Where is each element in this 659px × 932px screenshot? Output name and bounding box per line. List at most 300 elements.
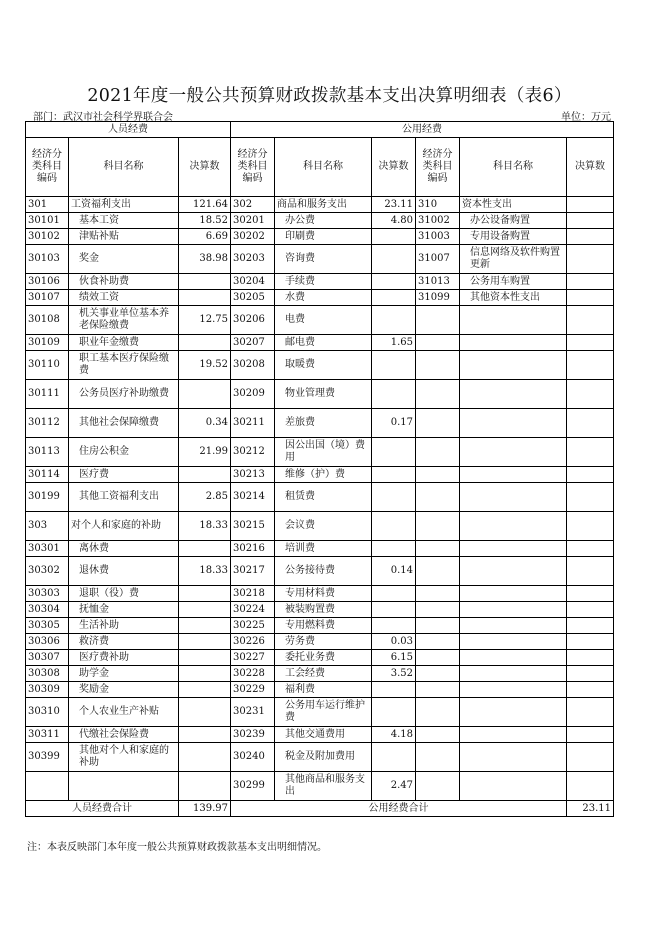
personnel-code-cell: 30114	[26, 467, 69, 483]
public-total-amount: 23.11	[567, 801, 614, 817]
capital-amount-cell	[567, 557, 614, 586]
public-code-cell: 30239	[231, 727, 275, 743]
capital-amount-cell	[567, 351, 614, 380]
public-code-cell: 30215	[231, 512, 275, 541]
public-code-cell: 30214	[231, 483, 275, 512]
capital-amount-cell	[567, 698, 614, 727]
personnel-amount-cell	[179, 634, 231, 650]
expenditure-table	[25, 121, 614, 817]
personnel-amount-cell	[179, 586, 231, 602]
public-name-cell: 工会经费	[275, 666, 372, 682]
personnel-section-header: 人员经费	[26, 122, 231, 138]
capital-amount-cell	[567, 772, 614, 801]
table-row	[26, 438, 614, 467]
capital-code-cell	[416, 409, 460, 438]
personnel-amount-cell	[179, 618, 231, 634]
public-amount-cell	[372, 586, 416, 602]
table-row	[26, 351, 614, 380]
capital-name-cell: 资本性支出	[460, 197, 567, 213]
public-amount-cell	[372, 380, 416, 409]
public-name-cell: 水费	[275, 290, 372, 306]
public-amount-cell	[372, 245, 416, 274]
public-code-cell: 30229	[231, 682, 275, 698]
personnel-name-cell: 离休费	[69, 541, 179, 557]
personnel-name-cell: 生活补助	[69, 618, 179, 634]
personnel-amount-cell: 21.99	[179, 438, 231, 467]
capital-amount-cell	[567, 409, 614, 438]
personnel-name-cell: 抚恤金	[69, 602, 179, 618]
public-name-cell: 公务接待费	[275, 557, 372, 586]
personnel-total-amount: 139.97	[179, 801, 231, 817]
public-code-cell: 30204	[231, 274, 275, 290]
personnel-name-cell: 职业年金缴费	[69, 335, 179, 351]
personnel-name-cell: 医疗费补助	[69, 650, 179, 666]
capital-name-cell	[460, 772, 567, 801]
capital-name-cell	[460, 335, 567, 351]
capital-amount-cell	[567, 229, 614, 245]
capital-code-cell	[416, 483, 460, 512]
capital-amount-cell	[567, 290, 614, 306]
capital-name-cell	[460, 351, 567, 380]
capital-name-cell	[460, 618, 567, 634]
capital-amount-cell	[567, 727, 614, 743]
personnel-code-cell: 30399	[26, 743, 69, 772]
capital-code-cell	[416, 682, 460, 698]
table-row	[26, 698, 614, 727]
capital-name-cell	[460, 557, 567, 586]
personnel-code-cell: 30106	[26, 274, 69, 290]
public-code-cell: 30227	[231, 650, 275, 666]
personnel-amount-cell	[179, 682, 231, 698]
public-code-cell: 30207	[231, 335, 275, 351]
capital-amount-cell	[567, 743, 614, 772]
public-name-cell: 取暖费	[275, 351, 372, 380]
personnel-total-label: 人员经费合计	[26, 801, 179, 817]
personnel-code-cell: 30101	[26, 213, 69, 229]
personnel-name-cell: 救济费	[69, 634, 179, 650]
table-row	[26, 650, 614, 666]
personnel-name-cell: 津贴补贴	[69, 229, 179, 245]
capital-amount-cell	[567, 306, 614, 335]
table-row	[26, 512, 614, 541]
table-row	[26, 306, 614, 335]
public-name-cell: 专用材料费	[275, 586, 372, 602]
public-amount-cell: 2.47	[372, 772, 416, 801]
capital-code-cell	[416, 634, 460, 650]
public-code-cell: 30208	[231, 351, 275, 380]
public-name-cell: 印刷费	[275, 229, 372, 245]
department-label: 部门：武汉市社会科学界联合会	[33, 112, 173, 123]
personnel-amount-cell: 6.69	[179, 229, 231, 245]
col-code-header: 经济分类科目编码	[26, 138, 69, 197]
col-amount-header: 决算数	[567, 138, 614, 197]
capital-name-cell	[460, 650, 567, 666]
personnel-amount-cell	[179, 380, 231, 409]
capital-code-cell: 31013	[416, 274, 460, 290]
col-name-header: 科目名称	[460, 138, 567, 197]
capital-code-cell	[416, 335, 460, 351]
personnel-amount-cell	[179, 698, 231, 727]
table-row	[26, 274, 614, 290]
capital-code-cell	[416, 380, 460, 409]
table-row	[26, 197, 614, 213]
public-code-cell: 302	[231, 197, 275, 213]
col-amount-header: 决算数	[372, 138, 416, 197]
table-row	[26, 666, 614, 682]
capital-amount-cell	[567, 541, 614, 557]
capital-amount-cell	[567, 274, 614, 290]
public-amount-cell	[372, 351, 416, 380]
table-row	[26, 602, 614, 618]
page-title: 2021年度一般公共预算财政拨款基本支出决算明细表（表6）	[87, 86, 572, 106]
col-amount-header: 决算数	[179, 138, 231, 197]
public-amount-cell	[372, 229, 416, 245]
personnel-code-cell: 30110	[26, 351, 69, 380]
personnel-name-cell: 其他对个人和家庭的补助	[69, 743, 179, 772]
personnel-name-cell: 住房公积金	[69, 438, 179, 467]
public-code-cell: 30231	[231, 698, 275, 727]
capital-code-cell: 31002	[416, 213, 460, 229]
capital-amount-cell	[567, 650, 614, 666]
capital-code-cell	[416, 666, 460, 682]
personnel-amount-cell: 18.33	[179, 557, 231, 586]
capital-name-cell	[460, 602, 567, 618]
table-row	[26, 213, 614, 229]
personnel-amount-cell: 121.64	[179, 197, 231, 213]
public-name-cell: 差旅费	[275, 409, 372, 438]
public-name-cell: 维修（护）费	[275, 467, 372, 483]
table-row	[26, 682, 614, 698]
public-code-cell: 30224	[231, 602, 275, 618]
public-amount-cell	[372, 512, 416, 541]
personnel-name-cell: 奖金	[69, 245, 179, 274]
public-code-cell: 30299	[231, 772, 275, 801]
public-amount-cell	[372, 306, 416, 335]
personnel-code-cell: 30107	[26, 290, 69, 306]
public-name-cell: 公务用车运行维护费	[275, 698, 372, 727]
public-amount-cell	[372, 438, 416, 467]
capital-code-cell	[416, 467, 460, 483]
public-code-cell: 30225	[231, 618, 275, 634]
public-name-cell: 培训费	[275, 541, 372, 557]
capital-name-cell	[460, 634, 567, 650]
capital-code-cell	[416, 586, 460, 602]
table-row	[26, 409, 614, 438]
public-amount-cell	[372, 618, 416, 634]
public-code-cell: 30201	[231, 213, 275, 229]
public-amount-cell	[372, 682, 416, 698]
public-name-cell: 劳务费	[275, 634, 372, 650]
personnel-code-cell: 30108	[26, 306, 69, 335]
public-amount-cell	[372, 698, 416, 727]
public-name-cell: 会议费	[275, 512, 372, 541]
personnel-name-cell: 代缴社会保险费	[69, 727, 179, 743]
table-row	[26, 557, 614, 586]
public-name-cell: 专用燃料费	[275, 618, 372, 634]
capital-amount-cell	[567, 380, 614, 409]
public-name-cell: 租赁费	[275, 483, 372, 512]
personnel-code-cell: 30112	[26, 409, 69, 438]
public-name-cell: 物业管理费	[275, 380, 372, 409]
public-amount-cell	[372, 541, 416, 557]
personnel-name-cell: 对个人和家庭的补助	[69, 512, 179, 541]
capital-name-cell	[460, 682, 567, 698]
public-amount-cell	[372, 743, 416, 772]
capital-name-cell: 其他资本性支出	[460, 290, 567, 306]
personnel-name-cell	[69, 772, 179, 801]
personnel-amount-cell	[179, 650, 231, 666]
personnel-name-cell: 基本工资	[69, 213, 179, 229]
personnel-code-cell: 30306	[26, 634, 69, 650]
table-row	[26, 586, 614, 602]
capital-code-cell	[416, 512, 460, 541]
capital-amount-cell	[567, 586, 614, 602]
capital-amount-cell	[567, 618, 614, 634]
personnel-code-cell: 30311	[26, 727, 69, 743]
personnel-name-cell: 绩效工资	[69, 290, 179, 306]
table-row	[26, 229, 614, 245]
personnel-amount-cell	[179, 727, 231, 743]
public-section-header: 公用经费	[231, 122, 614, 138]
col-name-header: 科目名称	[69, 138, 179, 197]
personnel-amount-cell: 0.34	[179, 409, 231, 438]
personnel-name-cell: 机关事业单位基本养老保险缴费	[69, 306, 179, 335]
personnel-amount-cell	[179, 274, 231, 290]
personnel-amount-cell	[179, 772, 231, 801]
personnel-name-cell: 职工基本医疗保险缴费	[69, 351, 179, 380]
personnel-code-cell: 30308	[26, 666, 69, 682]
public-name-cell: 电费	[275, 306, 372, 335]
personnel-code-cell: 30305	[26, 618, 69, 634]
col-code-header: 经济分类科目编码	[416, 138, 460, 197]
personnel-code-cell: 301	[26, 197, 69, 213]
capital-code-cell	[416, 306, 460, 335]
public-name-cell: 咨询费	[275, 245, 372, 274]
capital-code-cell	[416, 772, 460, 801]
capital-name-cell	[460, 541, 567, 557]
public-amount-cell: 0.03	[372, 634, 416, 650]
capital-name-cell	[460, 438, 567, 467]
public-code-cell: 30205	[231, 290, 275, 306]
public-code-cell: 30209	[231, 380, 275, 409]
personnel-code-cell: 30304	[26, 602, 69, 618]
public-name-cell: 被装购置费	[275, 602, 372, 618]
table-row	[26, 483, 614, 512]
public-code-cell: 30216	[231, 541, 275, 557]
capital-code-cell	[416, 743, 460, 772]
personnel-name-cell: 退职（役）费	[69, 586, 179, 602]
personnel-name-cell: 其他工资福利支出	[69, 483, 179, 512]
col-code-header: 经济分类科目编码	[231, 138, 275, 197]
capital-name-cell	[460, 743, 567, 772]
capital-code-cell	[416, 618, 460, 634]
capital-amount-cell	[567, 438, 614, 467]
capital-amount-cell	[567, 467, 614, 483]
capital-name-cell: 专用设备购置	[460, 229, 567, 245]
capital-code-cell: 31003	[416, 229, 460, 245]
capital-amount-cell	[567, 634, 614, 650]
unit-label: 单位：万元	[561, 112, 611, 123]
public-code-cell: 30211	[231, 409, 275, 438]
capital-amount-cell	[567, 666, 614, 682]
personnel-code-cell: 30301	[26, 541, 69, 557]
capital-name-cell	[460, 467, 567, 483]
personnel-name-cell: 退休费	[69, 557, 179, 586]
public-name-cell: 手续费	[275, 274, 372, 290]
capital-amount-cell	[567, 512, 614, 541]
table-row	[26, 743, 614, 772]
personnel-code-cell: 30199	[26, 483, 69, 512]
personnel-name-cell: 公务员医疗补助缴费	[69, 380, 179, 409]
public-name-cell: 其他交通费用	[275, 727, 372, 743]
public-amount-cell: 23.11	[372, 197, 416, 213]
personnel-code-cell: 30103	[26, 245, 69, 274]
personnel-code-cell: 30309	[26, 682, 69, 698]
public-code-cell: 30240	[231, 743, 275, 772]
table-row	[26, 618, 614, 634]
public-amount-cell: 3.52	[372, 666, 416, 682]
personnel-code-cell: 30302	[26, 557, 69, 586]
capital-code-cell: 310	[416, 197, 460, 213]
personnel-amount-cell: 12.75	[179, 306, 231, 335]
public-amount-cell: 0.14	[372, 557, 416, 586]
personnel-name-cell: 医疗费	[69, 467, 179, 483]
personnel-amount-cell: 38.98	[179, 245, 231, 274]
personnel-amount-cell	[179, 666, 231, 682]
personnel-amount-cell: 2.85	[179, 483, 231, 512]
personnel-name-cell: 奖励金	[69, 682, 179, 698]
public-code-cell: 30203	[231, 245, 275, 274]
public-name-cell: 因公出国（境）费用	[275, 438, 372, 467]
table-row	[26, 634, 614, 650]
capital-name-cell	[460, 306, 567, 335]
capital-code-cell	[416, 557, 460, 586]
capital-name-cell	[460, 586, 567, 602]
footnote: 注：本表反映部门本年度一般公共预算财政拨款基本支出明细情况。	[27, 842, 327, 853]
table-row	[26, 727, 614, 743]
personnel-name-cell: 工资福利支出	[69, 197, 179, 213]
capital-code-cell: 31099	[416, 290, 460, 306]
capital-name-cell	[460, 698, 567, 727]
personnel-name-cell: 伙食补助费	[69, 274, 179, 290]
capital-code-cell	[416, 650, 460, 666]
personnel-name-cell: 其他社会保障缴费	[69, 409, 179, 438]
capital-name-cell	[460, 380, 567, 409]
public-name-cell: 邮电费	[275, 335, 372, 351]
col-name-header: 科目名称	[275, 138, 372, 197]
public-code-cell: 30213	[231, 467, 275, 483]
public-code-cell: 30206	[231, 306, 275, 335]
table-row	[26, 245, 614, 274]
personnel-code-cell: 30102	[26, 229, 69, 245]
capital-name-cell: 信息网络及软件购置更新	[460, 245, 567, 274]
personnel-amount-cell	[179, 541, 231, 557]
table-row	[26, 290, 614, 306]
personnel-code-cell: 30307	[26, 650, 69, 666]
public-name-cell: 商品和服务支出	[275, 197, 372, 213]
capital-name-cell	[460, 727, 567, 743]
public-code-cell: 30218	[231, 586, 275, 602]
public-amount-cell: 4.80	[372, 213, 416, 229]
capital-code-cell	[416, 351, 460, 380]
public-code-cell: 30202	[231, 229, 275, 245]
capital-name-cell: 办公设备购置	[460, 213, 567, 229]
capital-name-cell: 公务用车购置	[460, 274, 567, 290]
capital-code-cell: 31007	[416, 245, 460, 274]
capital-code-cell	[416, 727, 460, 743]
personnel-code-cell: 30109	[26, 335, 69, 351]
personnel-amount-cell	[179, 290, 231, 306]
public-code-cell: 30228	[231, 666, 275, 682]
public-name-cell: 福利费	[275, 682, 372, 698]
capital-amount-cell	[567, 213, 614, 229]
capital-code-cell	[416, 438, 460, 467]
capital-code-cell	[416, 602, 460, 618]
capital-amount-cell	[567, 197, 614, 213]
personnel-amount-cell	[179, 743, 231, 772]
capital-amount-cell	[567, 335, 614, 351]
public-name-cell: 其他商品和服务支出	[275, 772, 372, 801]
table-row	[26, 335, 614, 351]
public-amount-cell	[372, 602, 416, 618]
personnel-amount-cell: 18.33	[179, 512, 231, 541]
personnel-code-cell: 30111	[26, 380, 69, 409]
personnel-code-cell	[26, 772, 69, 801]
public-code-cell: 30217	[231, 557, 275, 586]
table-row	[26, 380, 614, 409]
capital-name-cell	[460, 512, 567, 541]
personnel-amount-cell: 19.52	[179, 351, 231, 380]
capital-code-cell	[416, 541, 460, 557]
personnel-amount-cell: 18.52	[179, 213, 231, 229]
public-amount-cell: 1.65	[372, 335, 416, 351]
public-amount-cell: 0.17	[372, 409, 416, 438]
personnel-amount-cell	[179, 467, 231, 483]
personnel-code-cell: 30310	[26, 698, 69, 727]
public-amount-cell	[372, 274, 416, 290]
personnel-amount-cell	[179, 335, 231, 351]
capital-name-cell	[460, 666, 567, 682]
capital-name-cell	[460, 409, 567, 438]
capital-amount-cell	[567, 483, 614, 512]
public-code-cell: 30212	[231, 438, 275, 467]
personnel-name-cell: 个人农业生产补贴	[69, 698, 179, 727]
table-row	[26, 541, 614, 557]
capital-amount-cell	[567, 602, 614, 618]
totals-row	[26, 801, 614, 817]
public-amount-cell: 4.18	[372, 727, 416, 743]
public-amount-cell	[372, 467, 416, 483]
personnel-code-cell: 30113	[26, 438, 69, 467]
capital-amount-cell	[567, 245, 614, 274]
public-amount-cell	[372, 290, 416, 306]
personnel-code-cell: 30303	[26, 586, 69, 602]
public-total-label: 公用经费合计	[231, 801, 567, 817]
public-code-cell: 30226	[231, 634, 275, 650]
public-name-cell: 委托业务费	[275, 650, 372, 666]
capital-code-cell	[416, 698, 460, 727]
public-name-cell: 办公费	[275, 213, 372, 229]
public-amount-cell	[372, 483, 416, 512]
capital-name-cell	[460, 483, 567, 512]
capital-amount-cell	[567, 682, 614, 698]
table-row	[26, 467, 614, 483]
table-row	[26, 772, 614, 801]
public-amount-cell: 6.15	[372, 650, 416, 666]
public-name-cell: 税金及附加费用	[275, 743, 372, 772]
personnel-amount-cell	[179, 602, 231, 618]
personnel-name-cell: 助学金	[69, 666, 179, 682]
